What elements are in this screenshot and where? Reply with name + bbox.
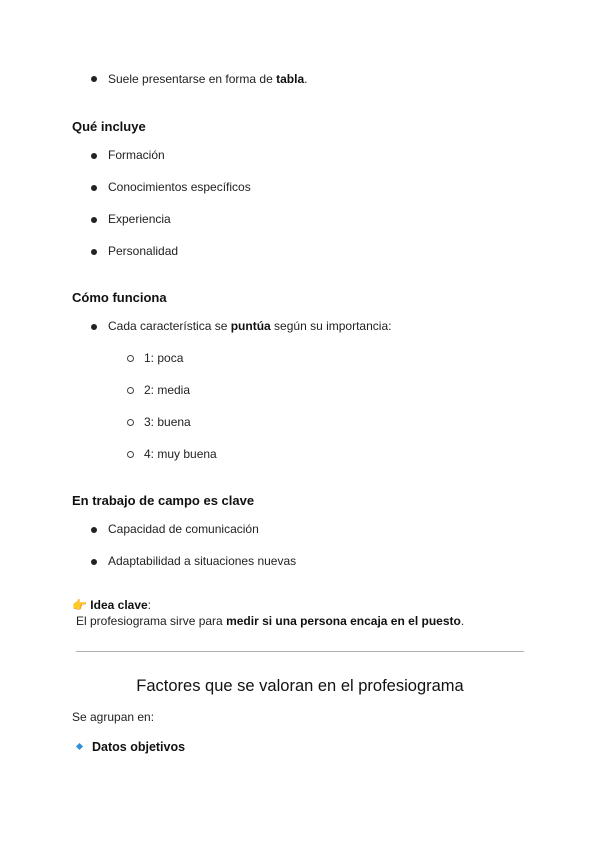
blue-diamond-icon xyxy=(76,743,83,750)
idea-text: El profesiograma sirve para xyxy=(76,614,227,628)
sub-bullet-circle xyxy=(127,387,134,394)
list-item: Capacidad de comunicación xyxy=(108,522,259,536)
sub-bullet-circle xyxy=(127,451,134,458)
bullet-dot xyxy=(91,153,97,159)
scale-item: 2: media xyxy=(144,383,191,397)
funciona-bold: puntúa xyxy=(230,319,271,333)
funciona-text: Cada característica se xyxy=(108,319,231,333)
idea-clave-label xyxy=(72,598,151,612)
pointing-hand-icon: 👉 xyxy=(72,598,87,612)
bullet-dot xyxy=(91,559,97,565)
section-heading-funciona: Cómo funciona xyxy=(72,290,167,305)
section-heading-campo: En trabajo de campo es clave xyxy=(72,493,255,508)
list-item: Conocimientos específicos xyxy=(108,180,251,194)
bullet-dot xyxy=(91,76,97,82)
sub-bullet-circle xyxy=(127,355,134,362)
idea-label: Idea clave xyxy=(90,598,148,612)
scale-item: 3: buena xyxy=(144,415,191,429)
bullet-dot xyxy=(91,249,97,255)
bullet-dot xyxy=(91,217,97,223)
intro-list-item xyxy=(108,72,307,86)
sub-bullet-circle xyxy=(127,419,134,426)
bullet-dot xyxy=(91,185,97,191)
bullet-dot xyxy=(91,527,97,533)
intro-text: Suele presentarse en forma de xyxy=(108,72,277,86)
list-item: Adaptabilidad a situaciones nuevas xyxy=(108,554,297,568)
funciona-list-item xyxy=(108,319,391,333)
intro-punct: . xyxy=(304,72,308,86)
list-item: Personalidad xyxy=(108,244,179,258)
idea-bold: medir si una persona encaja en el puesto xyxy=(226,614,461,628)
funciona-text-end: según su importancia: xyxy=(270,319,392,333)
intro-bold: tabla xyxy=(276,72,305,86)
group-heading-datos-objetivos: Datos objetivos xyxy=(92,740,186,754)
idea-colon: : xyxy=(147,598,152,612)
section-heading-incluye: Qué incluye xyxy=(72,119,146,134)
factores-intro: Se agrupan en: xyxy=(72,710,155,724)
idea-punct: . xyxy=(460,614,465,628)
section-title-factores: Factores que se valoran en el profesiograma xyxy=(136,677,464,695)
scale-item: 1: poca xyxy=(144,351,184,365)
list-item: Experiencia xyxy=(108,212,171,226)
horizontal-divider xyxy=(76,651,524,652)
bullet-dot xyxy=(91,324,97,330)
scale-item: 4: muy buena xyxy=(144,447,217,461)
list-item: Formación xyxy=(108,148,165,162)
idea-clave-text xyxy=(76,614,464,628)
